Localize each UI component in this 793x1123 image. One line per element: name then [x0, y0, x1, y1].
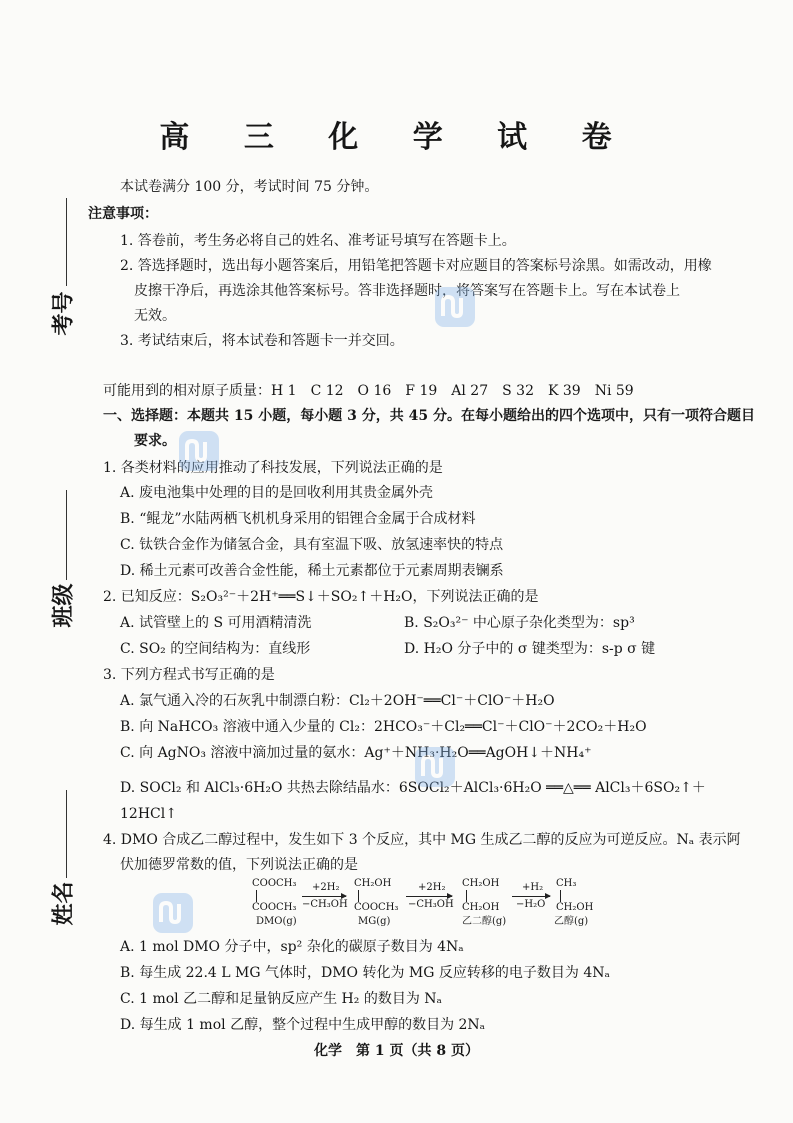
section1-heading-cont: 要求。	[134, 433, 176, 449]
arrow-3	[512, 896, 550, 897]
q1-option-a: A. 废电池集中处理的目的是回收利用其贵金属外壳	[120, 485, 434, 501]
dmo-label: DMO(g)	[256, 916, 297, 927]
arrow3-top: +H₂	[522, 882, 544, 893]
q1-option-b: B. “鲲龙”水陆两栖飞机机身采用的铝锂合金属于合成材料	[120, 511, 476, 527]
mg-bottom: COOCH₃	[354, 902, 399, 913]
q2-option-a: A. 试管壁上的 S 可用酒精清洗	[120, 615, 312, 631]
notice-2-end: 无效。	[134, 308, 176, 324]
arrow-2	[406, 896, 452, 897]
notice-2-cont: 皮擦干净后，再选涂其他答案标号。答非选择题时，将答案写在答题卡上。写在本试卷上	[134, 283, 680, 299]
dmo-bottom: COOCH₃	[252, 902, 297, 913]
arrow-1	[302, 896, 346, 897]
notice-2: 2. 答选择题时，选出每小题答案后，用铅笔把答题卡对应题目的答案标号涂黑。如需改动，用橡	[120, 258, 712, 274]
q4-option-c: C. 1 mol 乙二醇和足量钠反应产生 H₂ 的数目为 Nₐ	[120, 991, 442, 1007]
et-label: 乙醇(g)	[554, 916, 589, 927]
name-label: 姓名	[50, 881, 77, 926]
mg-bond	[358, 890, 359, 902]
q2-option-b: B. S₂O₃²⁻ 中心原子杂化类型为：sp³	[404, 615, 635, 631]
notice-heading: 注意事项：	[88, 206, 158, 222]
arrow1-top: +2H₂	[312, 882, 340, 893]
exam-no-line	[66, 198, 67, 286]
q3-stem: 3. 下列方程式书写正确的是	[103, 667, 275, 683]
q2-stem: 2. 已知反应：S₂O₃²⁻＋2H⁺══S↓＋SO₂↑＋H₂O，下列说法正确的是	[103, 589, 539, 605]
class-line	[66, 490, 67, 580]
section1-heading: 一、选择题：本题共 15 小题，每小题 3 分，共 45 分。在每小题给出的四个选项中，只有一项符合题目	[103, 408, 755, 424]
q4-stem: 4. DMO 合成乙二醇过程中，发生如下 3 个反应，其中 MG 生成乙二醇的反应为可逆反应。Nₐ 表示阿	[103, 832, 741, 848]
q2-option-d: D. H₂O 分子中的 σ 键类型为：s-p σ 键	[404, 641, 656, 657]
page-title: 高 三 化 学 试 卷	[159, 120, 634, 155]
et-top: CH₃	[556, 878, 577, 889]
et-bottom: CH₂OH	[556, 902, 594, 913]
name-line	[66, 790, 67, 878]
notice-1: 1. 答卷前，考生务必将自己的姓名、准考证号填写在答题卡上。	[120, 233, 516, 249]
q1-option-d: D. 稀土元素可改善合金性能，稀土元素都位于元素周期表镧系	[120, 563, 504, 579]
arrow3-bottom: −H₂O	[516, 899, 546, 910]
q4-option-d: D. 每生成 1 mol 乙醇，整个过程中生成甲醇的数目为 2Nₐ	[120, 1017, 486, 1033]
q3-option-c: C. 向 AgNO₃ 溶液中滴加过量的氨水：Ag⁺＋NH₃·H₂O══AgOH↓＋NH₄⁺	[120, 745, 592, 761]
q4-option-a: A. 1 mol DMO 分子中，sp² 杂化的碳原子数目为 4Nₐ	[120, 939, 464, 955]
page-footer: 化学 第 1 页（共 8 页）	[314, 1043, 479, 1059]
watermark-logo-icon	[412, 744, 458, 790]
q3-option-d: D. SOCl₂ 和 AlCl₃·6H₂O 共热去除结晶水：6SOCl₂＋AlCl₃·6H₂O ══△══ AlCl₃＋6SO₂↑＋	[120, 780, 706, 796]
eg-label: 乙二醇(g)	[462, 916, 507, 927]
watermark-logo-icon	[150, 890, 196, 936]
dmo-bond	[256, 890, 257, 902]
q4-stem-cont: 伏加德罗常数的值，下列说法正确的是	[120, 857, 358, 873]
q3-option-b: B. 向 NaHCO₃ 溶液中通入少量的 Cl₂：2HCO₃⁻＋Cl₂══Cl⁻＋ClO⁻＋2CO₂＋H₂O	[120, 719, 647, 735]
q1-stem: 1. 各类材料的应用推动了科技发展，下列说法正确的是	[103, 460, 443, 476]
q1-option-c: C. 钛铁合金作为储氢合金，具有室温下吸、放氢速率快的特点	[120, 537, 504, 553]
watermark-logo-icon	[176, 428, 222, 474]
intro-text: 本试卷满分 100 分，考试时间 75 分钟。	[120, 179, 379, 195]
atomic-masses: 可能用到的相对原子质量：H 1 C 12 O 16 F 19 Al 27 S 32 K 39 Ni 59	[103, 383, 634, 399]
notice-3: 3. 考试结束后，将本试卷和答题卡一并交回。	[120, 333, 404, 349]
class-label: 班级	[50, 583, 77, 628]
q3-option-a: A. 氯气通入冷的石灰乳中制漂白粉：Cl₂＋2OH⁻══Cl⁻＋ClO⁻＋H₂O	[120, 693, 555, 709]
mg-top: CH₂OH	[354, 878, 392, 889]
reaction-scheme	[250, 876, 610, 934]
exam-no-label: 考号	[50, 291, 77, 336]
arrow2-bottom: −CH₃OH	[408, 899, 454, 910]
q2-option-c: C. SO₂ 的空间结构为：直线形	[120, 641, 311, 657]
q4-option-b: B. 每生成 22.4 L MG 气体时，DMO 转化为 MG 反应转移的电子数目为 4Nₐ	[120, 965, 610, 981]
mg-label: MG(g)	[358, 916, 391, 927]
q3-option-d-cont: 12HCl↑	[120, 806, 177, 822]
arrow1-bottom: −CH₃OH	[302, 899, 348, 910]
eg-top: CH₂OH	[462, 878, 500, 889]
eg-bottom: CH₂OH	[462, 902, 500, 913]
arrow2-top: +2H₂	[418, 882, 446, 893]
eg-bond	[466, 890, 467, 902]
dmo-top: COOCH₃	[252, 878, 297, 889]
watermark-logo-icon	[432, 284, 478, 330]
et-bond	[560, 890, 561, 902]
